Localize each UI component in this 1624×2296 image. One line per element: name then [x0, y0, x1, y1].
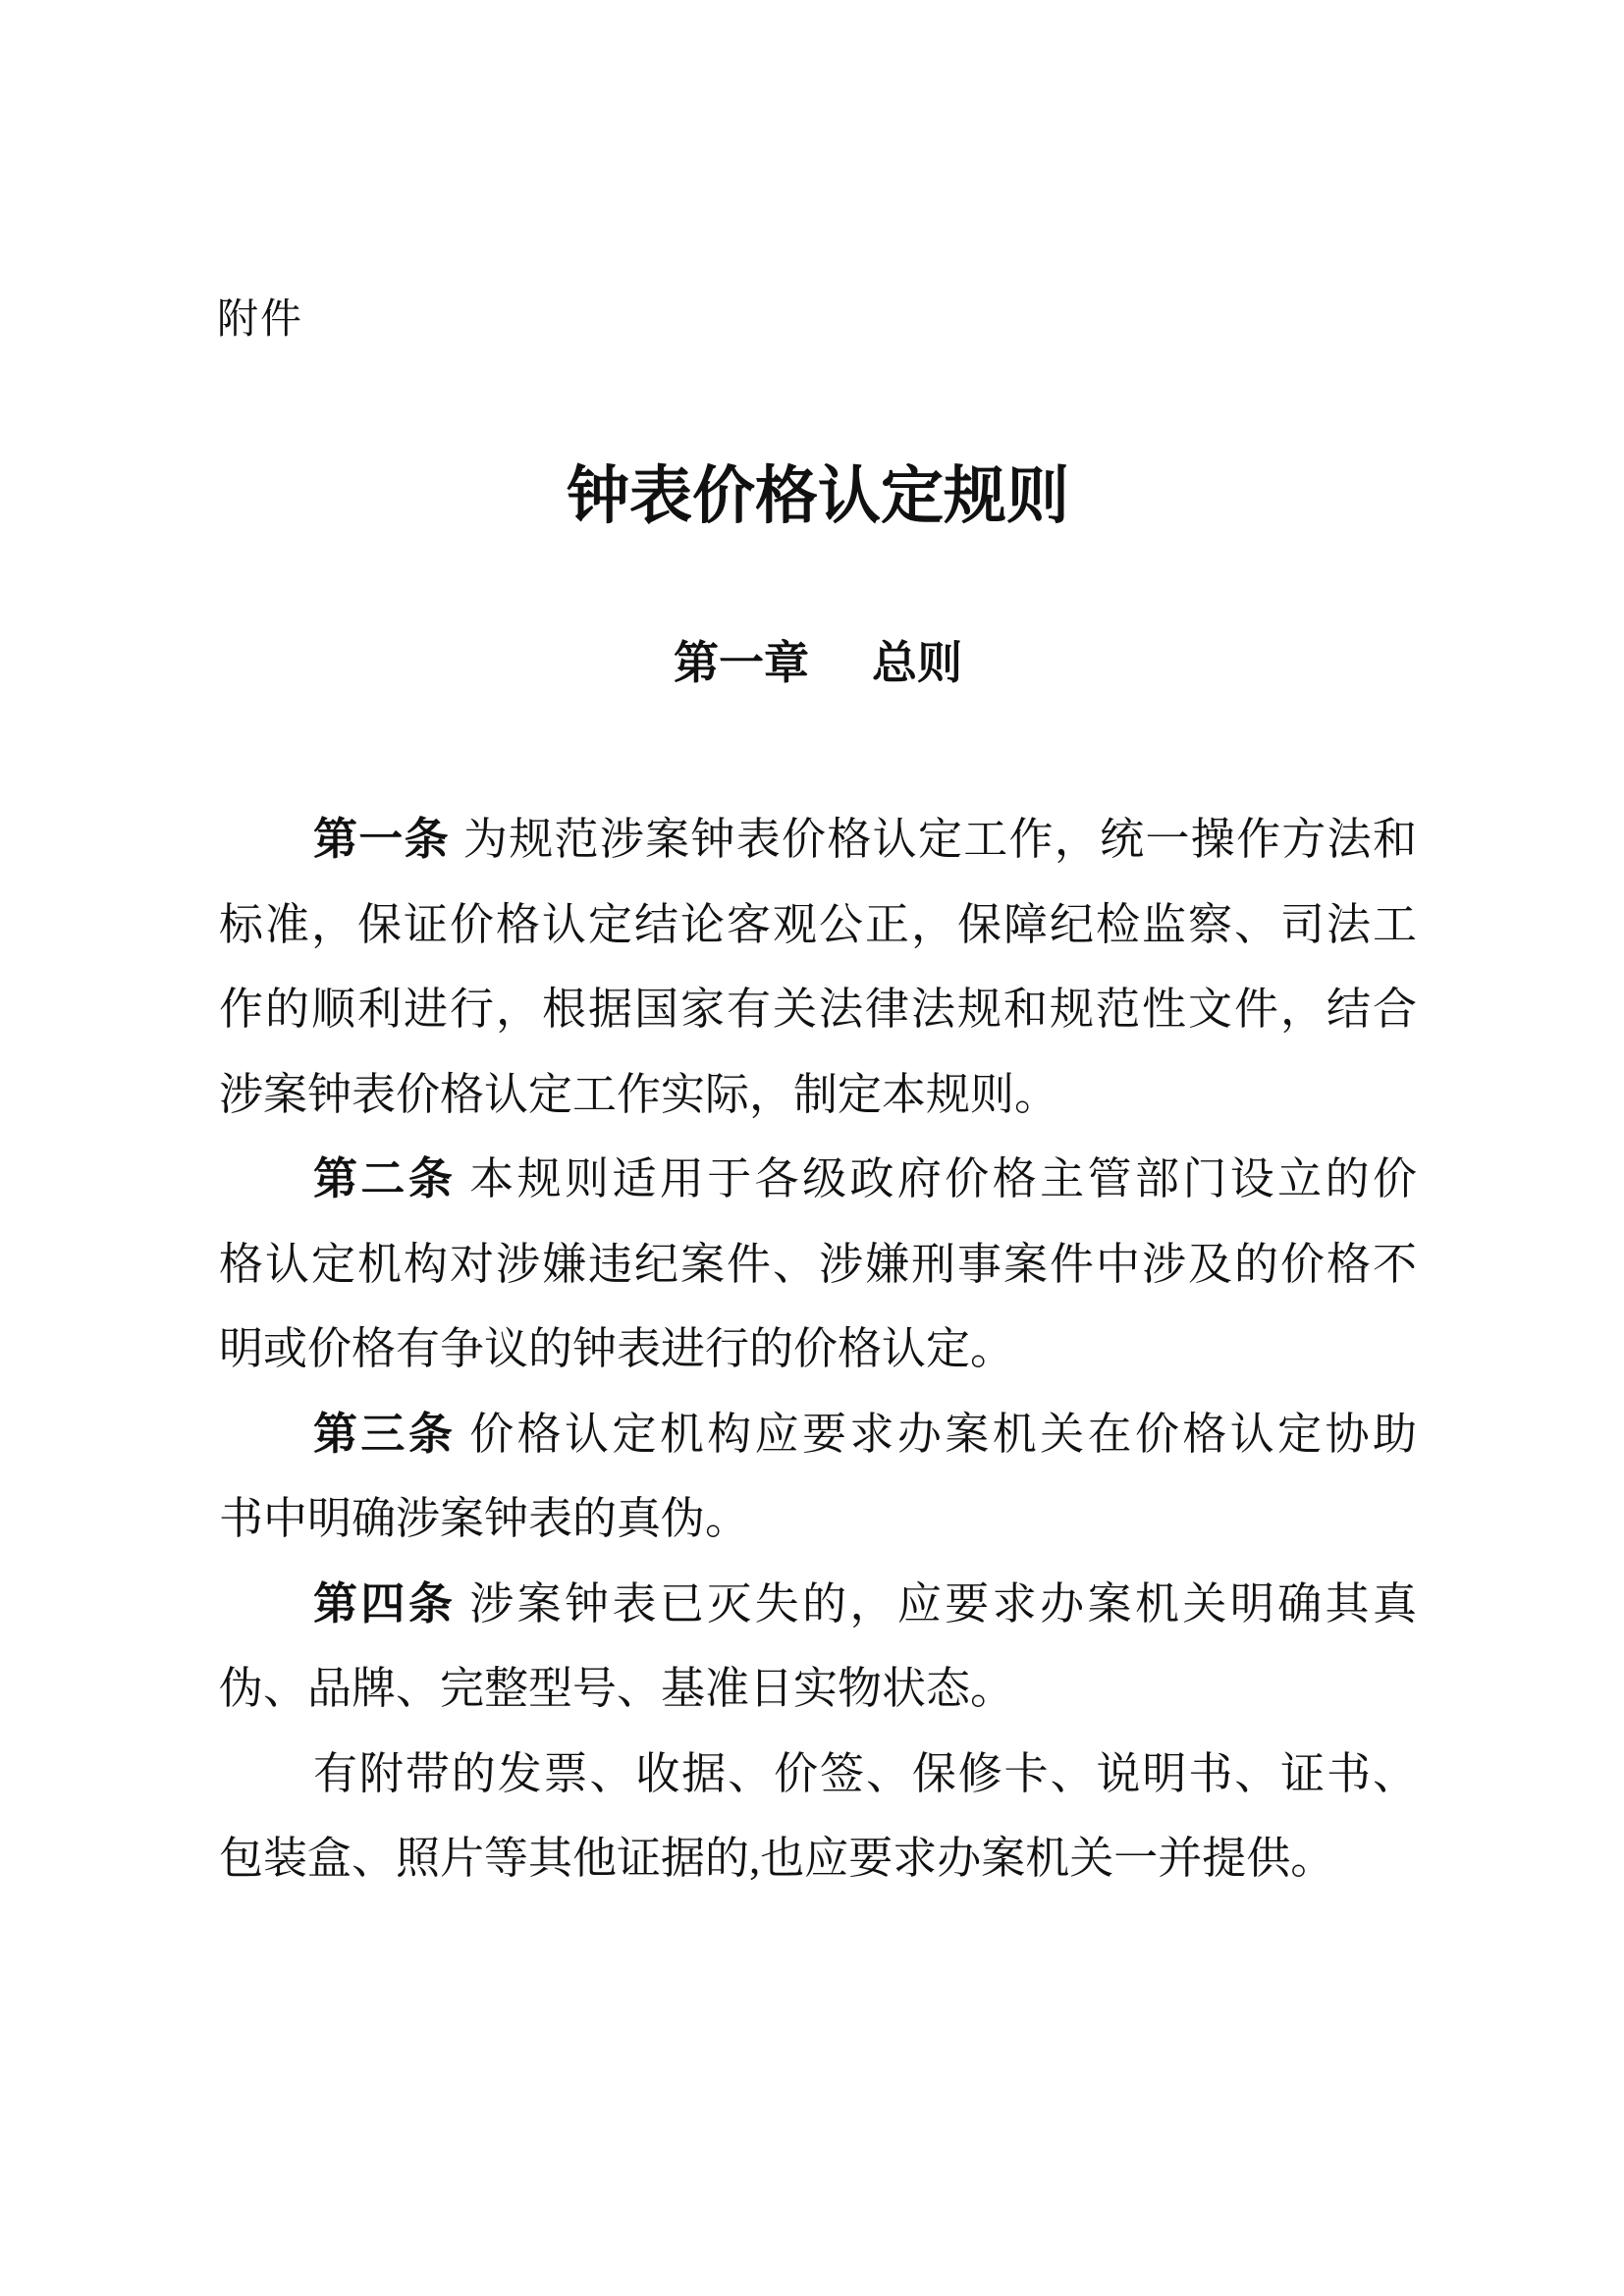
article-2-label: 第二条: [313, 1154, 457, 1203]
article-4-label: 第四条: [313, 1578, 457, 1629]
chapter-name: 总则: [872, 637, 962, 688]
article-1-label: 第一条: [313, 815, 450, 864]
article-1-line-4: 涉案钟表价格认定工作实际，制定本规则。: [219, 1069, 1059, 1119]
article-4-line-2: 伪、品牌、完整型号、基准日实物状态。: [219, 1664, 1015, 1713]
document-title: 钟表价格认定规则: [567, 461, 1069, 531]
article-4-line-1: [219, 1562, 1417, 1647]
article-3-text: 价格认定机构应要求办案机关在价格认定协助: [469, 1409, 1417, 1459]
article-4-text: 涉案钟表已灭失的，应要求办案机关明确其真: [469, 1578, 1417, 1629]
article-2-line-2: 格认定机构对涉嫌违纪案件、涉嫌刑事案件中涉及的价格不: [219, 1239, 1417, 1289]
article-1-text: 为规范涉案钟表价格认定工作，统一操作方法和: [462, 815, 1417, 864]
article-2-line-1: [219, 1137, 1417, 1222]
paragraph-5-line-1: [219, 1732, 1417, 1817]
chapter-number: 第一章: [674, 637, 809, 688]
paragraph-5-text: 有附带的发票、收据、价签、保修卡、说明书、证书、: [313, 1748, 1417, 1798]
article-1-line-3: 作的顺利进行，根据国家有关法律法规和规范性文件，结合: [219, 985, 1417, 1034]
article-3-line-2: 书中明确涉案钟表的真伪。: [219, 1494, 750, 1543]
article-1-line-1: [219, 797, 1417, 882]
chapter-heading: [219, 636, 1417, 690]
article-2-line-3: 明或价格有争议的钟表进行的价格认定。: [219, 1324, 1015, 1373]
article-3-line-1: [219, 1392, 1417, 1477]
article-2-text: 本规则适用于各级政府价格主管部门设立的价: [469, 1154, 1417, 1203]
article-1-line-2: 标准，保证价格认定结论客观公正，保障纪检监察、司法工: [219, 899, 1417, 949]
paragraph-5-line-2: 包装盒、照片等其他证据的,也应要求办案机关一并提供。: [219, 1834, 1335, 1883]
document-body: [219, 797, 1417, 1901]
attachment-label: 附件: [217, 297, 304, 343]
article-3-label: 第三条: [313, 1409, 457, 1459]
